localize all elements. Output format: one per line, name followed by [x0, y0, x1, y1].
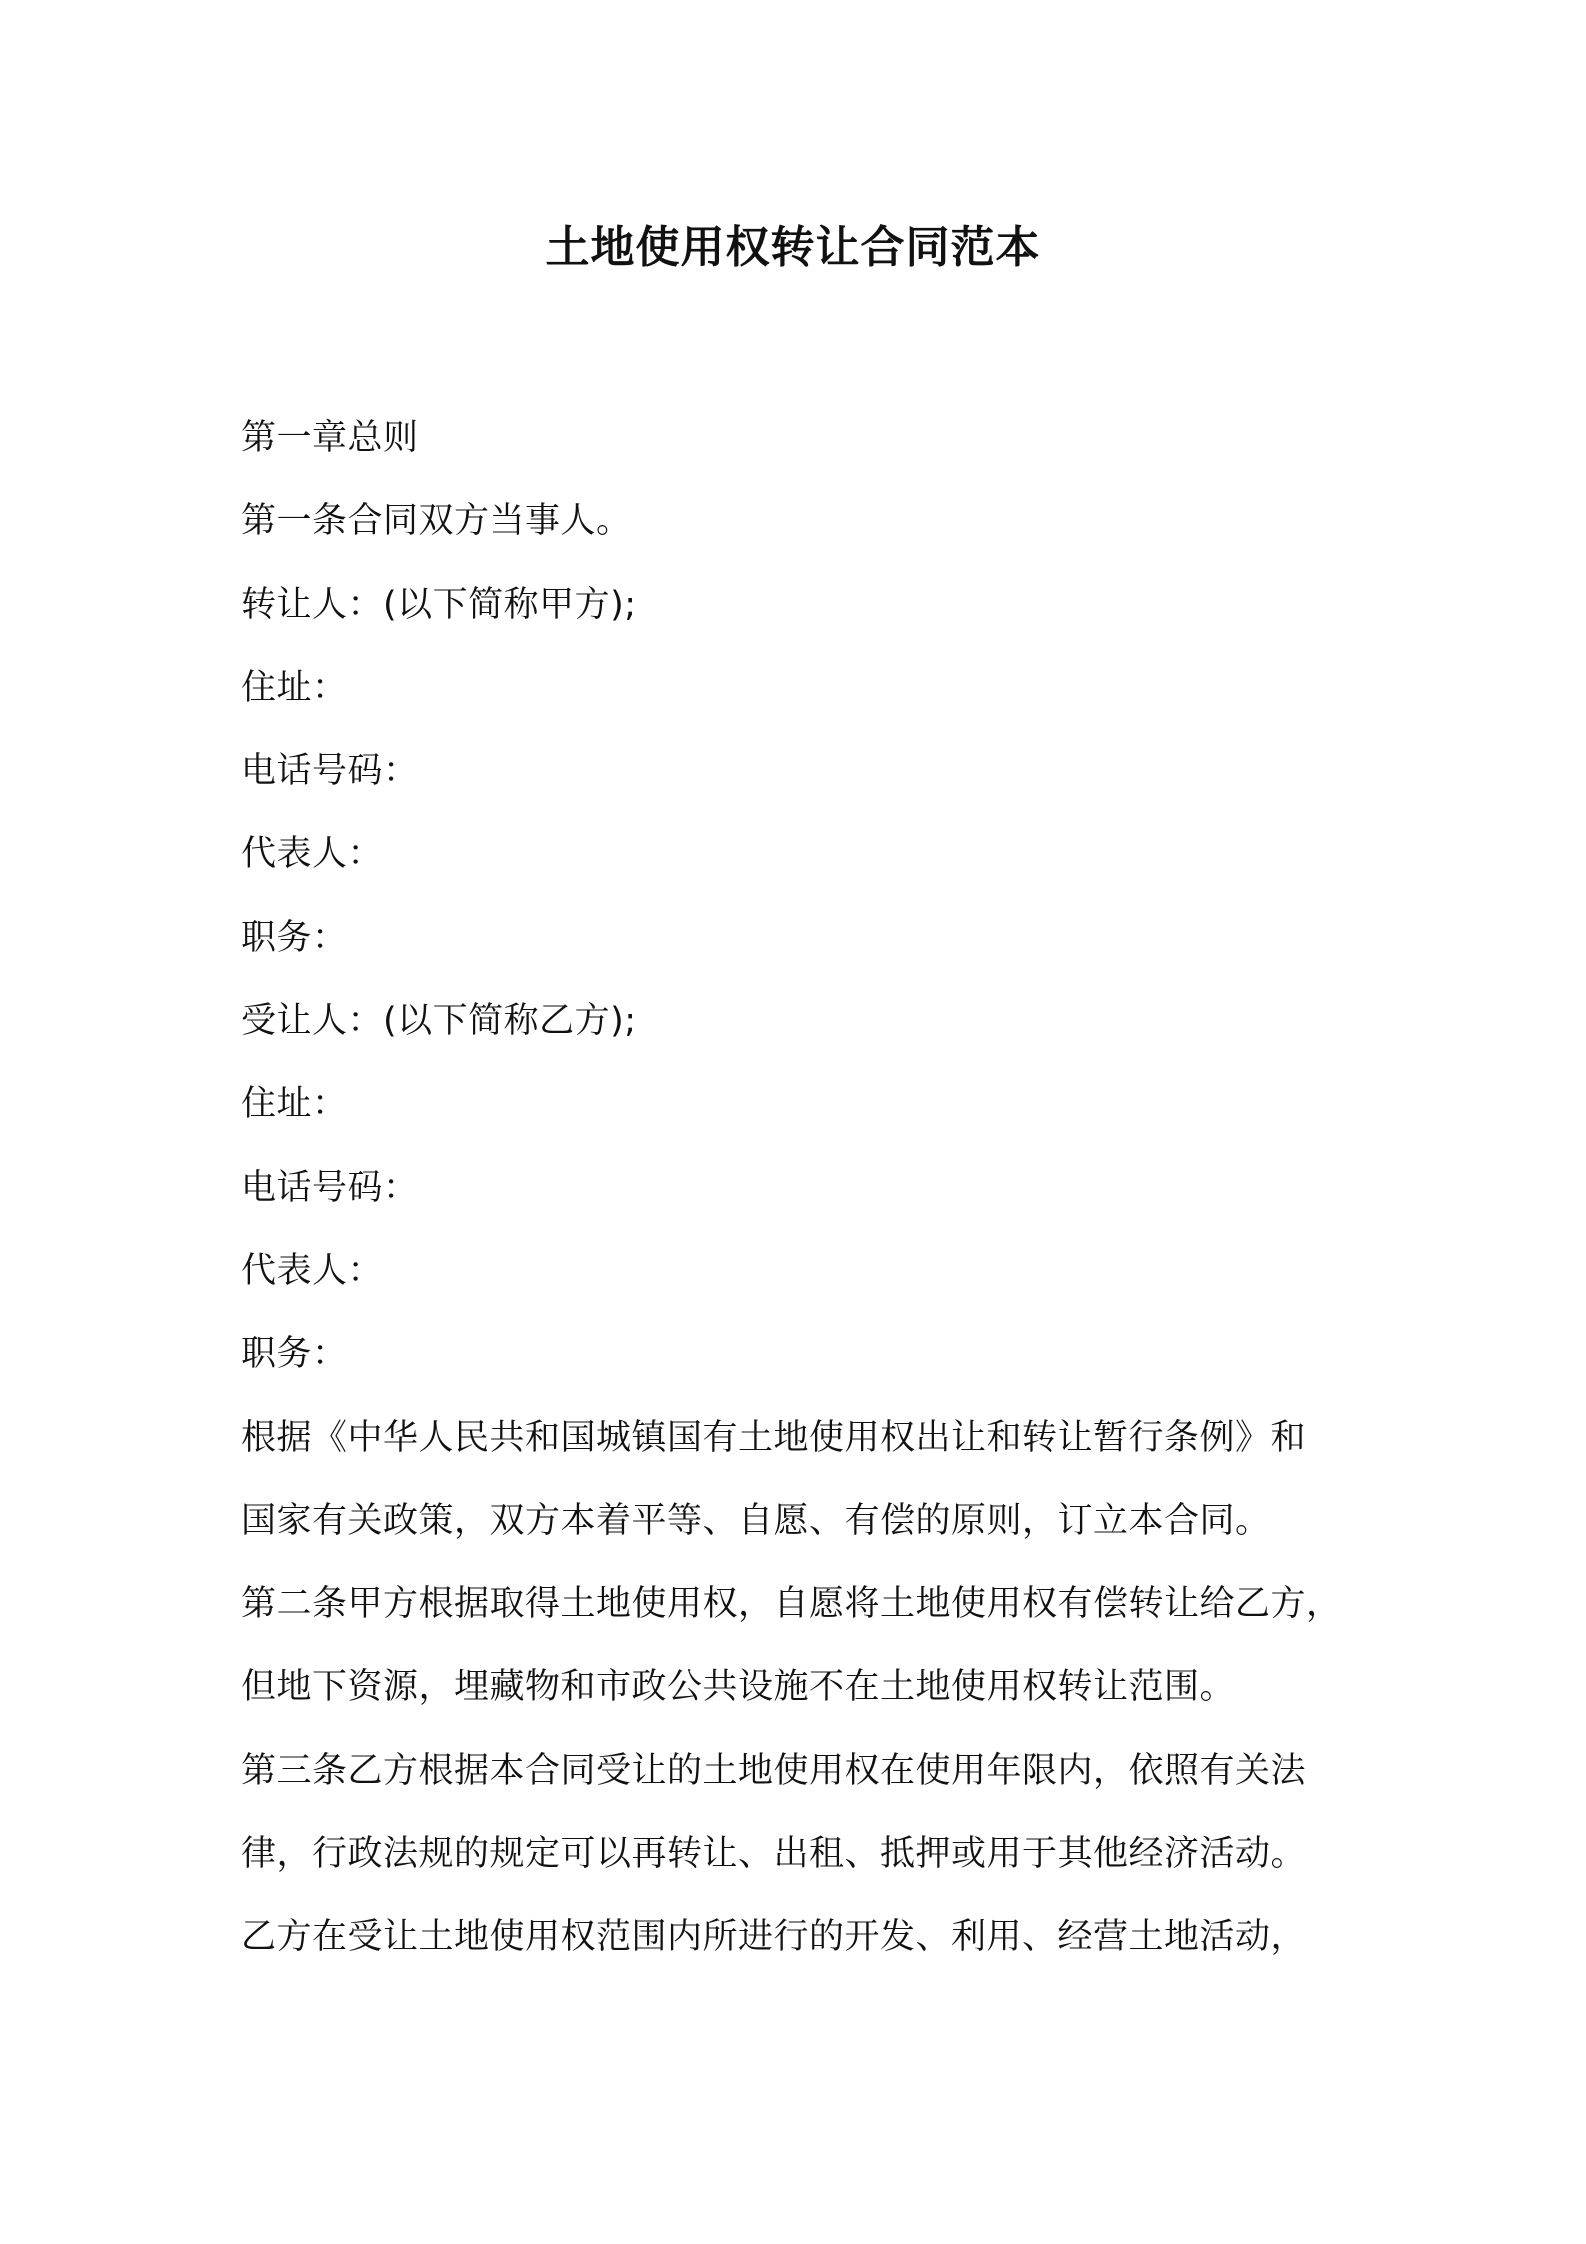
paragraph-line: 国家有关政策，双方本着平等、自愿、有偿的原则，订立本合同。: [241, 1500, 1271, 1541]
transferee-position-line: 职务：: [241, 1334, 348, 1375]
paragraph-line: 但地下资源，埋藏物和市政公共设施不在土地使用权转让范围。: [241, 1667, 1236, 1708]
paragraph-line: 第二条甲方根据取得土地使用权，自愿将土地使用权有偿转让给乙方，: [241, 1584, 1342, 1625]
transferor-phone-line: 电话号码：: [241, 751, 419, 792]
transferor-line: 转让人：(以下简称甲方);: [241, 584, 637, 625]
paragraph-line: 乙方在受让土地使用权范围内所进行的开发、利用、经营土地活动，: [241, 1917, 1307, 1958]
transferor-representative-line: 代表人：: [241, 834, 384, 875]
transferee-address-line: 住址：: [241, 1084, 348, 1125]
document-title: 土地使用权转让合同范本: [545, 222, 1041, 273]
transferee-line: 受让人：(以下简称乙方);: [241, 1001, 637, 1042]
transferee-phone-line: 电话号码：: [241, 1167, 419, 1208]
paragraph-line: 第三条乙方根据本合同受让的土地使用权在使用年限内，依照有关法: [241, 1750, 1307, 1791]
document-body: [241, 397, 1371, 1980]
chapter-heading: 第一章总则: [241, 418, 419, 458]
paragraph-line: 律，行政法规的规定可以再转让、出租、抵押或用于其他经济活动。: [241, 1834, 1307, 1875]
article-1-heading: 第一条合同双方当事人。: [241, 501, 632, 542]
paragraph-line: 根据《中华人民共和国城镇国有土地使用权出让和转让暂行条例》和: [241, 1417, 1307, 1458]
transferor-address-line: 住址：: [241, 667, 348, 708]
transferor-position-line: 职务：: [241, 917, 348, 958]
transferee-representative-line: 代表人：: [241, 1250, 384, 1291]
